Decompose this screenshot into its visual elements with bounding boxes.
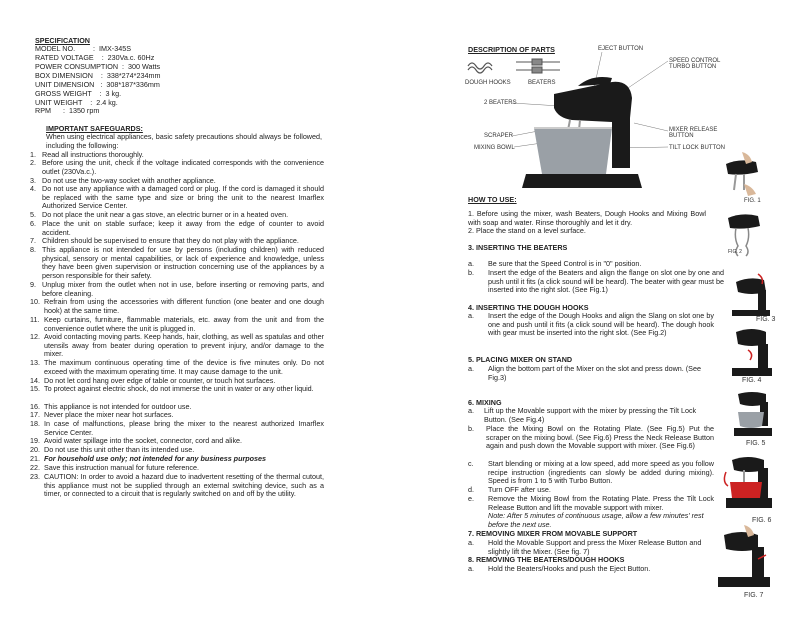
label-scraper: SCRAPER xyxy=(484,133,514,139)
howto-heading: HOW TO USE: xyxy=(468,195,517,204)
item-text: Do not let cord hang over edge of table or counter, or touch hot surfaces. xyxy=(44,376,276,385)
item-number: 3. xyxy=(30,176,36,185)
item-letter: a. xyxy=(468,538,474,547)
item-text: Never place the mixer near hot surfaces. xyxy=(44,410,174,419)
spec-line: UNIT DIMENSION : 308*187*336mm xyxy=(35,80,160,89)
item-number: 22. xyxy=(30,463,40,472)
spec-line: MODEL NO. : IMX-345S xyxy=(35,44,131,53)
item-letter: d. xyxy=(468,485,474,494)
item-number: 14. xyxy=(30,376,40,385)
safeguards-heading: IMPORTANT SAFEGUARDS: xyxy=(46,124,143,133)
spec-line: RATED VOLTAGE : 230Va.c. 60Hz xyxy=(35,53,155,62)
item-number: 11. xyxy=(30,315,40,324)
item-text: Do not use the two-way socket with another appliance. xyxy=(42,176,216,185)
section-dough-hooks: 4. INSERTING THE DOUGH HOOKS xyxy=(468,303,589,312)
item-letter: b. xyxy=(468,424,474,433)
parts-heading: DESCRIPTION OF PARTS xyxy=(468,45,555,54)
howto-5a: Align the bottom part of the Mixer on the slot and press down. (See Fig.3) xyxy=(488,364,701,382)
item-number: 4. xyxy=(30,184,36,193)
list-item xyxy=(30,298,324,315)
item-text: Do not use any appliance with a damaged cord or plug. If the cord is damaged it should be replaced with the same type and size or bring the unit to the nearest Imarflex Authorized Service Center. xyxy=(42,184,324,211)
item-number: 16. xyxy=(30,402,40,411)
item-number: 17. xyxy=(30,410,40,419)
spec-line: RPM : 1350 rpm xyxy=(35,106,100,115)
item-number: 13. xyxy=(30,358,40,367)
item-number: 23. xyxy=(30,472,40,481)
item-number: 19. xyxy=(30,436,40,445)
list-item xyxy=(30,359,324,376)
fig1-label: FIG. 1 xyxy=(744,198,761,204)
label-mixing-bowl: MIXING BOWL xyxy=(474,145,515,151)
fig2-label: FIG. 2 xyxy=(728,249,742,255)
section-removing-beaters: 8. REMOVING THE BEATERS/DOUGH HOOKS xyxy=(468,555,625,564)
label-eject-button: EJECT BUTTON xyxy=(598,46,644,52)
item-letter: a. xyxy=(468,311,474,320)
item-number: 6. xyxy=(30,219,36,228)
howto-step-1: 1. Before using the mixer, wash Beaters, Dough Hooks and Mixing Bowl with soap and water. Rinse thoroughly and let it dry. xyxy=(468,209,706,227)
fig7-image xyxy=(714,525,772,593)
spec-line: BOX DIMENSION : 338*274*234mm xyxy=(35,71,161,80)
list-item xyxy=(30,420,324,437)
howto-6e: Remove the Mixing Bowl from the Rotating Plate. Press the Tilt Lock Release Button and lift the movable support with mixer. xyxy=(488,494,714,512)
list-item xyxy=(30,246,324,280)
item-number: 12. xyxy=(30,332,40,341)
label-dough-hooks: DOUGH HOOKS xyxy=(465,80,511,86)
item-text: Save this instruction manual for future reference. xyxy=(44,463,200,472)
item-letter: a. xyxy=(468,259,474,268)
label-mixer-release: MIXER RELEASE xyxy=(669,127,718,133)
item-text: This appliance is not intended for use by persons (including children) with reduced physical, sensory or mental capabilities, or lack of experience and knowledge, unless they have been given supervision or instruction concerning use of the appliances by a person responsible for their safety. xyxy=(42,245,324,280)
item-number: 2. xyxy=(30,158,36,167)
stand-mixer-icon xyxy=(522,77,642,188)
item-text: For household use only; not intended for any business purposes xyxy=(44,454,267,463)
howto-6a: Lift up the Movable support with the mixer by pressing the Tilt Lock Button. (See Fig.4) xyxy=(484,406,697,424)
fig4-label: FIG. 4 xyxy=(742,377,762,384)
item-text: Refrain from using the accessories with different function (one beater and one dough hook) at the same time. xyxy=(44,297,324,315)
list-item xyxy=(30,316,324,333)
list-item xyxy=(30,473,324,499)
dough-hooks-icon xyxy=(468,63,492,73)
item-number: 20. xyxy=(30,445,40,454)
howto-4a: Insert the edge of the Dough Hooks and align the Slang on slot one by one and push until it fits (a click sound will be heard). The dough hook with gear must be inserted into the right slot. (See Fig.2) xyxy=(488,311,714,338)
item-number: 18. xyxy=(30,419,40,428)
label-two-beaters: 2 BEATERS xyxy=(484,100,517,106)
label-turbo-button: TURBO BUTTON xyxy=(669,64,717,70)
item-text: CAUTION: In order to avoid a hazard due to inadvertent resetting of the thermal cutout, this appliance must not be supplied through an external switching device, such as a timer, or connected to a circuit that is regularly switched on and off by the utility. xyxy=(44,472,324,499)
label-speed-control: SPEED CONTROL xyxy=(669,58,721,64)
howto-step-2: 2. Place the stand on a level surface. xyxy=(468,226,586,235)
item-number: 21. xyxy=(30,454,40,463)
item-letter: a. xyxy=(468,564,474,573)
fig7-label: FIG. 7 xyxy=(744,592,764,599)
safeguards-intro: When using electrical appliances, basic safety precautions should always be followed, including the following: xyxy=(46,132,322,150)
item-text: Avoid contacting moving parts. Keep hands, hair, clothing, as well as spatulas and other utensils away from beater during operation to prevent injury, and/or damage to the mixer. xyxy=(44,332,324,359)
fig6-image xyxy=(722,452,774,514)
howto-6b: Place the Mixing Bowl on the Rotating Plate. (See Fig.5) Put the scraper on the mixing bowl. (See Fig.6) Press the Neck Release Button again and push down the Movable support with mixer. (See Fig.6) xyxy=(486,424,714,451)
section-inserting-beaters: 3. INSERTING THE BEATERS xyxy=(468,243,568,252)
spec-line: UNIT WEIGHT : 2.4 kg. xyxy=(35,98,118,107)
label-tilt-lock: TILT LOCK BUTTON xyxy=(669,145,726,151)
howto-3b: Insert the edge of the Beaters and align the flange on slot one by one and push until it fits (a click sound will be heard). The beater with gear must be inserted into the right slot. (See Fig.1) xyxy=(488,268,724,295)
list-item xyxy=(30,333,324,359)
item-letter: e. xyxy=(468,494,474,503)
item-text: This appliance is not intended for outdoor use. xyxy=(44,402,192,411)
section-placing-mixer: 5. PLACING MIXER ON STAND xyxy=(468,355,573,364)
howto-3a: Be sure that the Speed Control is in "0" position. xyxy=(488,259,642,268)
parts-diagram xyxy=(462,45,692,198)
item-number: 7. xyxy=(30,236,36,245)
fig3-label: FIG. 3 xyxy=(756,316,776,323)
beaters-icon xyxy=(516,59,560,73)
item-number: 8. xyxy=(30,245,36,254)
item-text: Children should be supervised to ensure that they do not play with the appliance. xyxy=(42,236,299,245)
list-item xyxy=(30,159,324,176)
item-text: The maximum continuous operating time of the device is five minutes only. Do not exceed with the maximum operating time. It may cause damage to the unit. xyxy=(44,358,324,376)
list-item xyxy=(30,385,324,394)
item-text: In case of malfunctions, please bring the mixer to the nearest authorized Imarflex Service Center. xyxy=(44,419,324,437)
item-text: Keep curtains, furniture, flammable materials, etc. away from the unit and from the convenience outlet where the unit is plugged in. xyxy=(44,315,324,333)
howto-6c: Start blending or mixing at a low speed, add more speed as you follow recipe instruction (ingredients can slowly be added during mixing). Speed is from 1 to 5 with Turbo Button. xyxy=(488,459,714,486)
item-text: Avoid water spillage into the socket, connector, cord and alike. xyxy=(44,436,243,445)
fig6-label: FIG. 6 xyxy=(752,517,772,524)
item-text: Read all instructions thoroughly. xyxy=(42,150,144,159)
item-letter: c. xyxy=(468,459,474,468)
section-mixing: 6. MIXING xyxy=(468,398,502,407)
item-number: 15. xyxy=(30,384,40,393)
spec-line: GROSS WEIGHT : 3 kg. xyxy=(35,89,122,98)
item-text: To protect against electric shock, do not immerse the unit in water or any other liquid. xyxy=(44,384,314,393)
section-removing-mixer: 7. REMOVING MIXER FROM MOVABLE SUPPORT xyxy=(468,529,638,538)
item-text: Do not use this unit other than its intended use. xyxy=(44,445,195,454)
howto-6d: Turn OFF after use. xyxy=(488,485,551,494)
item-number: 10. xyxy=(30,297,40,306)
item-letter: b. xyxy=(468,268,474,277)
item-text: Do not place the unit near a gas stove, an electric burner or in a heated oven. xyxy=(42,210,289,219)
item-number: 5. xyxy=(30,210,36,219)
fig1-image xyxy=(722,150,766,200)
howto-8a: Hold the Beaters/Hooks and push the Eject Button. xyxy=(488,564,651,573)
fig3-image xyxy=(728,270,772,320)
fig4-image xyxy=(730,324,774,378)
list-item xyxy=(30,281,324,298)
spec-heading: SPECIFICATION xyxy=(35,36,90,45)
item-number: 1. xyxy=(30,150,36,159)
fig5-label: FIG. 5 xyxy=(746,440,766,447)
item-letter: a. xyxy=(468,364,474,373)
howto-note: Note: After 5 minutes of continuous usage, allow a few minutes' rest before the next use. xyxy=(488,511,704,529)
item-number: 9. xyxy=(30,280,36,289)
label-beaters: BEATERS xyxy=(528,80,556,86)
item-text: Place the unit on stable surface; keep it away from the edge of counter to avoid accident. xyxy=(42,219,324,237)
label-mixer-release-2: BUTTON xyxy=(669,133,694,139)
item-text: Unplug mixer from the outlet when not in use, before inserting or removing parts, and before cleaning. xyxy=(42,280,324,298)
item-letter: a. xyxy=(468,406,474,415)
fig5-image xyxy=(734,388,774,440)
list-item xyxy=(30,185,324,211)
howto-7a: Hold the Movable Support and press the Mixer Release Button and slightly lift the Mixer. (See fig. 7) xyxy=(488,538,702,556)
spec-line: POWER CONSUMPTION : 300 Watts xyxy=(35,62,161,71)
item-text: Before using the unit, check if the voltage indicated corresponds with the convenience outlet (230Va.c.). xyxy=(42,158,324,176)
list-item xyxy=(30,220,324,237)
